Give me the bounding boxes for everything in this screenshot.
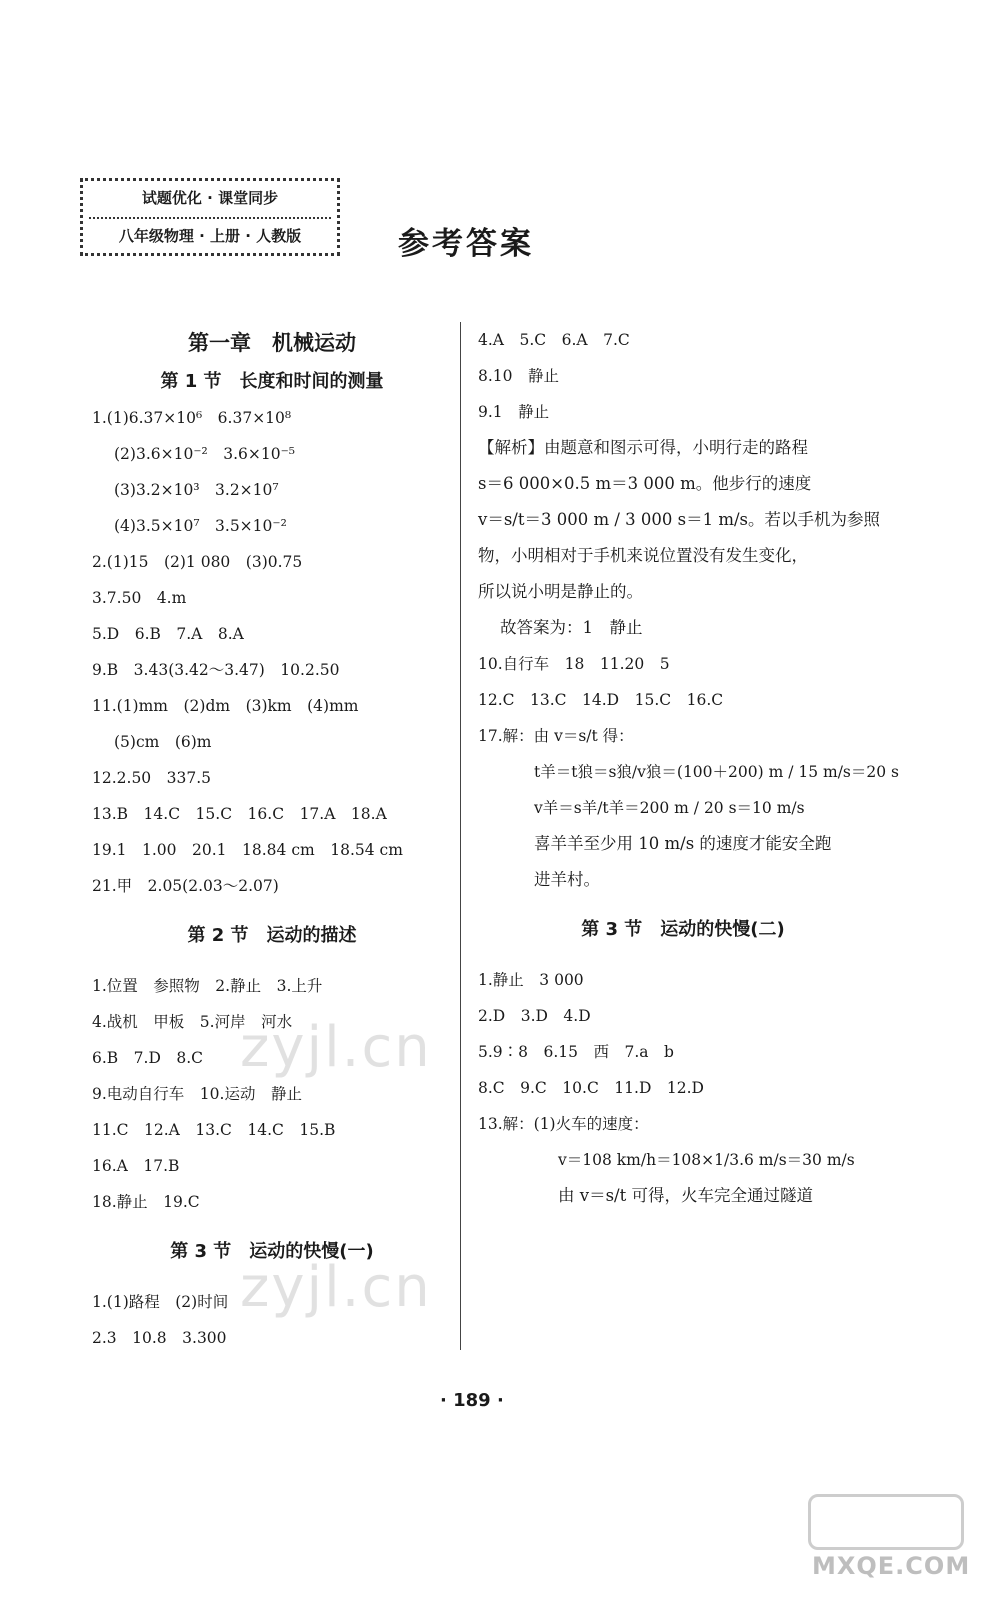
answer-line: (4)3.5×10⁷ 3.5×10⁻² [114, 517, 287, 535]
answer-line: (2)3.6×10⁻² 3.6×10⁻⁵ [114, 445, 295, 463]
header-box [80, 178, 340, 256]
answer-line: 2.D 3.D 4.D [478, 1007, 591, 1025]
answer-line: 6.B 7.D 8.C [92, 1049, 204, 1067]
answer-line: 17.解：由 v＝s/t 得： [478, 727, 634, 745]
answer-line: 11.C 12.A 13.C 14.C 15.B [92, 1121, 336, 1139]
answer-line: 13.解：(1)火车的速度： [478, 1115, 649, 1133]
page-number: · 189 · [440, 1390, 504, 1411]
answer-line: 12.C 13.C 14.D 15.C 16.C [478, 691, 724, 709]
answer-line: 喜羊羊至少用 10 m/s 的速度才能安全跑 [534, 834, 832, 853]
analysis-line: v＝s/t＝3 000 m / 3 000 s＝1 m/s。若以手机为参照 [478, 510, 881, 529]
answer-line: 2.3 10.8 3.300 [92, 1329, 227, 1347]
formula-line: v羊＝s羊/t羊＝200 m / 20 s＝10 m/s [534, 799, 805, 817]
header-divider [89, 217, 331, 219]
analysis-line: 【解析】由题意和图示可得，小明行走的路程 [478, 438, 808, 457]
answer-line: 4.战机 甲板 5.河岸 河水 [92, 1013, 293, 1031]
answer-line: (5)cm (6)m [114, 733, 212, 751]
answer-line: 9.1 静止 [478, 403, 550, 421]
answer-line: (3)3.2×10³ 3.2×10⁷ [114, 481, 279, 499]
answer-line: 1.(1)6.37×10⁶ 6.37×10⁸ [92, 409, 292, 427]
answer-line: 11.(1)mm (2)dm (3)km (4)mm [92, 697, 359, 715]
answer-line: 1.静止 3 000 [478, 971, 584, 989]
answer-line: 进羊村。 [534, 870, 600, 889]
answer-line: 8.C 9.C 10.C 11.D 12.D [478, 1079, 704, 1097]
analysis-line: 所以说小明是静止的。 [478, 582, 643, 601]
answer-line: 9.B 3.43(3.42～3.47) 10.2.50 [92, 661, 340, 679]
series-label: 试题优化 · 课堂同步 [141, 189, 279, 207]
section-title: 第 3 节 运动的快慢(一) [170, 1241, 374, 1262]
watermark-text: zyjl.cn [240, 1255, 432, 1320]
answer-line: 10.自行车 18 11.20 5 [478, 655, 670, 673]
corner-watermark-logo [800, 1490, 990, 1590]
answer-line: 19.1 1.00 20.1 18.84 cm 18.54 cm [92, 841, 403, 859]
answer-line: 21.甲 2.05(2.03～2.07) [92, 877, 279, 895]
formula-line: v＝108 km/h＝108×1/3.6 m/s＝30 m/s [558, 1151, 855, 1169]
answer-line: 5.9∶8 6.15 西 7.a b [478, 1043, 674, 1061]
answer-line: 1.位置 参照物 2.静止 3.上升 [92, 977, 323, 995]
answer-line: 由 v＝s/t 可得，火车完全通过隧道 [558, 1186, 813, 1205]
analysis-line: 故答案为：1 静止 [500, 618, 643, 637]
answer-line: 13.B 14.C 15.C 16.C 17.A 18.A [92, 805, 387, 823]
analysis-line: 物，小明相对于手机来说位置没有发生变化， [478, 546, 808, 565]
answer-line: 18.静止 19.C [92, 1193, 200, 1211]
page-title: 参考答案 [398, 226, 534, 262]
answer-line: 12.2.50 337.5 [92, 769, 212, 787]
answer-line: 3.7.50 4.m [92, 589, 187, 607]
answer-line: 16.A 17.B [92, 1157, 180, 1175]
section-title: 第 1 节 长度和时间的测量 [160, 371, 384, 392]
left-column [92, 322, 452, 1356]
answer-line: 5.D 6.B 7.A 8.A [92, 625, 244, 643]
answer-line: 8.10 静止 [478, 367, 560, 385]
column-divider [460, 322, 461, 1350]
analysis-line: s＝6 000×0.5 m＝3 000 m。他步行的速度 [478, 474, 812, 493]
watermark-text: zyjl.cn [240, 1015, 432, 1080]
answer-line: 1.(1)路程 (2)时间 [92, 1293, 229, 1311]
section-title: 第 3 节 运动的快慢(二) [581, 919, 785, 940]
answer-line: 4.A 5.C 6.A 7.C [478, 331, 630, 349]
right-column [478, 322, 899, 1214]
answer-line: 9.电动自行车 10.运动 静止 [92, 1085, 302, 1103]
chapter-title: 第一章 机械运动 [188, 331, 356, 355]
corner-watermark-text: MXQE.COM [812, 1552, 971, 1580]
edition-label: 八年级物理 · 上册 · 人教版 [118, 227, 302, 245]
formula-line: t羊＝t狼＝s狼/v狼＝(100＋200) m / 15 m/s＝20 s [534, 763, 899, 781]
answer-line: 2.(1)15 (2)1 080 (3)0.75 [92, 553, 303, 571]
section-title: 第 2 节 运动的描述 [187, 925, 357, 946]
